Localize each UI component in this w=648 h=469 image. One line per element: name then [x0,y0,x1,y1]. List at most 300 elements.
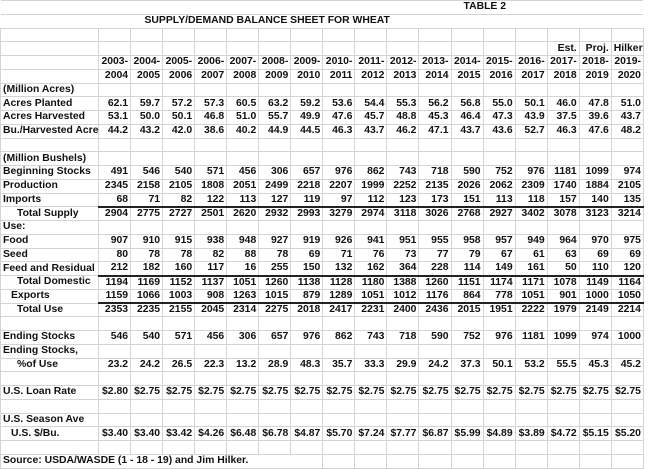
value-cell[interactable]: 491 [99,166,131,180]
value-cell[interactable]: 949 [515,234,547,248]
value-cell[interactable]: 1388 [387,276,419,290]
value-cell[interactable]: 71 [323,248,355,262]
value-cell[interactable]: 1289 [323,289,355,303]
value-cell[interactable]: 1066 [131,289,163,303]
value-cell[interactable]: 1015 [259,289,291,303]
row-label[interactable]: Use: [1,221,99,235]
empty-cell[interactable] [387,454,419,468]
column-year-start[interactable]: 2009- [291,56,323,70]
empty-cell[interactable] [483,441,515,455]
value-cell[interactable]: 43.2 [131,124,163,138]
value-cell[interactable]: 1012 [387,289,419,303]
value-cell[interactable]: 1000 [611,331,643,345]
value-cell[interactable]: 48.2 [611,124,643,138]
empty-cell[interactable] [579,399,611,413]
value-cell[interactable]: 2214 [611,303,643,317]
value-cell[interactable]: 37.5 [547,111,579,125]
value-cell[interactable]: 161 [515,262,547,276]
column-year-end[interactable]: 2013 [387,69,419,83]
empty-cell[interactable] [451,399,483,413]
empty-cell[interactable] [195,28,227,42]
value-cell[interactable]: 40.2 [227,124,259,138]
empty-cell[interactable] [227,28,259,42]
column-tag[interactable]: Hilker [611,42,643,56]
value-cell[interactable]: 55.7 [259,111,291,125]
empty-cell[interactable] [99,344,131,358]
empty-cell[interactable] [387,344,419,358]
row-label[interactable]: Total Supply [1,207,99,221]
value-cell[interactable]: 88 [227,248,259,262]
value-cell[interactable]: 45.3 [579,358,611,372]
empty-cell[interactable] [131,399,163,413]
empty-cell[interactable] [611,83,643,97]
value-cell[interactable]: $4.72 [547,427,579,441]
value-cell[interactable]: 1138 [291,276,323,290]
value-cell[interactable]: $7.77 [387,427,419,441]
value-cell[interactable]: 2904 [99,207,131,221]
empty-cell[interactable] [291,28,323,42]
value-cell[interactable]: 76 [355,248,387,262]
column-year-end[interactable]: 2006 [163,69,195,83]
empty-cell[interactable] [355,344,387,358]
empty-cell[interactable] [259,413,291,427]
value-cell[interactable]: 1137 [195,276,227,290]
empty-cell[interactable] [515,28,547,42]
value-cell[interactable]: 2314 [227,303,259,317]
value-cell[interactable]: 120 [611,262,643,276]
empty-cell[interactable] [355,28,387,42]
value-cell[interactable]: 123 [387,193,419,207]
value-cell[interactable]: $2.75 [611,386,643,400]
empty-cell[interactable] [291,317,323,331]
value-cell[interactable]: 657 [259,331,291,345]
empty-cell[interactable] [451,454,483,468]
empty-cell[interactable] [387,413,419,427]
value-cell[interactable]: 53.6 [323,97,355,111]
column-year-start[interactable]: 2003- [99,56,131,70]
empty-cell[interactable] [355,152,387,166]
empty-cell[interactable] [259,344,291,358]
value-cell[interactable]: 69 [611,248,643,262]
empty-cell[interactable] [163,441,195,455]
value-cell[interactable]: 149 [483,262,515,276]
row-label[interactable]: (Million Bushels) [1,152,99,166]
row-label[interactable]: Ending Stocks [1,331,99,345]
value-cell[interactable]: $4.26 [195,427,227,441]
column-tag[interactable] [131,42,163,56]
value-cell[interactable]: 51.0 [611,97,643,111]
value-cell[interactable]: 3214 [611,207,643,221]
value-cell[interactable]: $3.40 [131,427,163,441]
empty-cell[interactable] [323,138,355,152]
empty-cell[interactable] [611,152,643,166]
value-cell[interactable]: 975 [611,234,643,248]
value-cell[interactable]: 54.4 [355,97,387,111]
row-label[interactable]: Acres Harvested [1,111,99,125]
value-cell[interactable]: 2775 [131,207,163,221]
empty-cell[interactable] [131,317,163,331]
value-cell[interactable]: 35.7 [323,358,355,372]
empty-cell[interactable] [323,399,355,413]
empty-cell[interactable] [419,441,451,455]
value-cell[interactable]: 2932 [259,207,291,221]
value-cell[interactable]: 2353 [99,303,131,317]
empty-cell[interactable] [259,28,291,42]
value-cell[interactable]: 2768 [451,207,483,221]
empty-cell[interactable] [227,344,259,358]
column-year-end[interactable]: 2005 [131,69,163,83]
row-label[interactable] [1,372,99,386]
value-cell[interactable]: 63 [547,248,579,262]
value-cell[interactable]: 306 [227,331,259,345]
empty-cell[interactable] [195,399,227,413]
value-cell[interactable]: $5.15 [579,427,611,441]
value-cell[interactable]: 47.1 [419,124,451,138]
value-cell[interactable]: 1951 [483,303,515,317]
value-cell[interactable]: 157 [547,193,579,207]
empty-cell[interactable] [611,221,643,235]
value-cell[interactable]: 938 [195,234,227,248]
empty-cell[interactable] [611,138,643,152]
value-cell[interactable]: 49.9 [291,111,323,125]
empty-cell[interactable] [323,441,355,455]
value-cell[interactable]: 571 [195,166,227,180]
value-cell[interactable]: 50.1 [163,111,195,125]
value-cell[interactable]: 1149 [579,276,611,290]
value-cell[interactable]: 2993 [291,207,323,221]
empty-cell[interactable] [163,344,195,358]
row-label[interactable]: Food [1,234,99,248]
empty-cell[interactable] [99,317,131,331]
empty-cell[interactable] [259,221,291,235]
empty-cell[interactable] [515,454,547,468]
row-label[interactable]: U.S. Loan Rate [1,386,99,400]
value-cell[interactable]: $5.70 [323,427,355,441]
value-cell[interactable]: 43.6 [483,124,515,138]
empty-cell[interactable] [579,221,611,235]
empty-cell[interactable] [131,138,163,152]
value-cell[interactable]: 48.3 [291,358,323,372]
row-label[interactable] [1,138,99,152]
value-cell[interactable]: 752 [483,166,515,180]
empty-cell[interactable] [131,83,163,97]
empty-cell[interactable] [355,83,387,97]
empty-cell[interactable] [99,399,131,413]
value-cell[interactable]: $2.75 [291,386,323,400]
value-cell[interactable]: 57.2 [163,97,195,111]
empty-cell[interactable] [483,413,515,427]
value-cell[interactable]: 778 [483,289,515,303]
column-tag[interactable] [483,42,515,56]
empty-cell[interactable] [483,152,515,166]
value-cell[interactable]: 718 [419,166,451,180]
value-cell[interactable]: 1099 [579,166,611,180]
empty-cell[interactable] [451,138,483,152]
value-cell[interactable]: 118 [515,193,547,207]
value-cell[interactable]: 113 [227,193,259,207]
empty-cell[interactable] [515,138,547,152]
value-cell[interactable]: 62.1 [99,97,131,111]
value-cell[interactable]: 1128 [323,276,355,290]
value-cell[interactable]: 951 [387,234,419,248]
empty-cell[interactable] [195,413,227,427]
value-cell[interactable]: 657 [291,166,323,180]
value-cell[interactable]: $4.89 [483,427,515,441]
row-label[interactable]: Ending Stocks, [1,344,99,358]
value-cell[interactable]: 2974 [355,207,387,221]
empty-cell[interactable] [483,372,515,386]
value-cell[interactable]: 22.3 [195,358,227,372]
empty-cell[interactable] [579,28,611,42]
empty-cell[interactable] [131,28,163,42]
value-cell[interactable]: 2417 [323,303,355,317]
empty-cell[interactable] [323,454,355,468]
value-cell[interactable]: 1169 [131,276,163,290]
empty-cell[interactable] [483,138,515,152]
value-cell[interactable]: 1260 [419,276,451,290]
empty-cell[interactable] [163,221,195,235]
value-cell[interactable]: 69 [291,248,323,262]
row-label[interactable]: Seed [1,248,99,262]
value-cell[interactable]: 743 [387,166,419,180]
value-cell[interactable]: 948 [227,234,259,248]
value-cell[interactable]: 2400 [387,303,419,317]
value-cell[interactable]: 590 [451,166,483,180]
value-cell[interactable]: 955 [419,234,451,248]
value-cell[interactable]: 45.2 [611,358,643,372]
value-cell[interactable]: 2436 [419,303,451,317]
value-cell[interactable]: 44.2 [99,124,131,138]
value-cell[interactable]: 941 [355,234,387,248]
empty-cell[interactable] [163,317,195,331]
value-cell[interactable]: 2501 [195,207,227,221]
row-label[interactable] [1,399,99,413]
value-cell[interactable]: 150 [291,262,323,276]
value-cell[interactable]: 2155 [163,303,195,317]
empty-cell[interactable] [611,441,643,455]
value-cell[interactable]: 964 [547,234,579,248]
empty-cell[interactable] [387,399,419,413]
value-cell[interactable]: 1263 [227,289,259,303]
column-year-start[interactable]: 2015- [483,56,515,70]
column-tag[interactable] [163,42,195,56]
value-cell[interactable]: 2149 [579,303,611,317]
value-cell[interactable]: 59.7 [131,97,163,111]
empty-cell[interactable] [291,413,323,427]
empty-cell[interactable] [291,372,323,386]
row-label[interactable]: Bu./Harvested Acre [1,124,99,138]
value-cell[interactable]: 1174 [483,276,515,290]
value-cell[interactable]: 37.3 [451,358,483,372]
empty-cell[interactable] [387,28,419,42]
empty-cell[interactable] [515,399,547,413]
value-cell[interactable]: 80 [99,248,131,262]
value-cell[interactable]: 1164 [611,276,643,290]
value-cell[interactable]: $2.75 [515,386,547,400]
value-cell[interactable]: 63.2 [259,97,291,111]
value-cell[interactable]: 3078 [547,207,579,221]
empty-cell[interactable] [323,413,355,427]
value-cell[interactable]: $2.75 [227,386,259,400]
empty-cell[interactable] [451,413,483,427]
value-cell[interactable]: 2015 [451,303,483,317]
value-cell[interactable]: 23.2 [99,358,131,372]
value-cell[interactable]: 47.6 [323,111,355,125]
value-cell[interactable]: 47.6 [579,124,611,138]
value-cell[interactable]: 976 [291,331,323,345]
empty-cell[interactable] [227,83,259,97]
empty-cell[interactable] [579,152,611,166]
empty-cell[interactable] [547,28,579,42]
value-cell[interactable]: 908 [195,289,227,303]
value-cell[interactable]: 2158 [131,179,163,193]
row-label[interactable] [1,56,99,70]
column-tag[interactable] [451,42,483,56]
empty-cell[interactable] [195,83,227,97]
column-tag[interactable] [515,42,547,56]
value-cell[interactable]: $6.87 [419,427,451,441]
empty-cell[interactable] [579,372,611,386]
empty-cell[interactable] [515,152,547,166]
value-cell[interactable]: 1152 [163,276,195,290]
column-year-end[interactable]: 2019 [579,69,611,83]
value-cell[interactable]: $2.75 [419,386,451,400]
value-cell[interactable]: $7.24 [355,427,387,441]
empty-cell[interactable] [99,441,131,455]
empty-cell[interactable] [99,138,131,152]
value-cell[interactable]: 2026 [451,179,483,193]
empty-cell[interactable] [99,83,131,97]
value-cell[interactable]: 50.1 [515,97,547,111]
value-cell[interactable]: 38.6 [195,124,227,138]
column-year-end[interactable]: 2016 [483,69,515,83]
value-cell[interactable]: $2.75 [259,386,291,400]
value-cell[interactable]: 2018 [291,303,323,317]
column-year-start[interactable]: 2005- [163,56,195,70]
empty-cell[interactable] [547,372,579,386]
column-tag[interactable]: Proj. [579,42,611,56]
empty-cell[interactable] [387,317,419,331]
row-label[interactable] [1,42,99,56]
row-label[interactable]: Feed and Residual [1,262,99,276]
empty-cell[interactable] [323,221,355,235]
column-year-start[interactable]: 2004- [131,56,163,70]
empty-cell[interactable] [515,221,547,235]
column-year-start[interactable]: 2008- [259,56,291,70]
empty-cell[interactable] [99,152,131,166]
value-cell[interactable]: 1181 [547,166,579,180]
value-cell[interactable]: 910 [131,234,163,248]
value-cell[interactable]: 907 [99,234,131,248]
column-year-end[interactable]: 2007 [195,69,227,83]
value-cell[interactable]: 43.7 [611,111,643,125]
value-cell[interactable]: 78 [259,248,291,262]
empty-cell[interactable] [259,399,291,413]
empty-cell[interactable] [195,344,227,358]
column-year-end[interactable]: 2012 [355,69,387,83]
empty-cell[interactable] [163,413,195,427]
empty-cell[interactable] [227,152,259,166]
column-tag[interactable]: Est. [547,42,579,56]
value-cell[interactable]: 915 [163,234,195,248]
column-tag[interactable] [291,42,323,56]
empty-cell[interactable] [451,83,483,97]
value-cell[interactable]: 47.3 [483,111,515,125]
column-tag[interactable] [387,42,419,56]
value-cell[interactable]: 46.4 [451,111,483,125]
value-cell[interactable]: 456 [227,166,259,180]
value-cell[interactable]: 52.7 [515,124,547,138]
value-cell[interactable]: 114 [451,262,483,276]
value-cell[interactable]: 162 [355,262,387,276]
value-cell[interactable]: 55.0 [483,97,515,111]
empty-cell[interactable] [259,83,291,97]
empty-cell[interactable] [291,399,323,413]
empty-cell[interactable] [163,372,195,386]
column-year-start[interactable]: 2007- [227,56,259,70]
empty-cell[interactable] [483,221,515,235]
empty-cell[interactable] [259,441,291,455]
value-cell[interactable]: 540 [163,166,195,180]
value-cell[interactable]: 82 [195,248,227,262]
value-cell[interactable]: 46.8 [195,111,227,125]
empty-cell[interactable] [355,441,387,455]
value-cell[interactable]: 2252 [387,179,419,193]
empty-cell[interactable] [195,152,227,166]
empty-cell[interactable] [259,138,291,152]
empty-cell[interactable] [259,372,291,386]
column-year-start[interactable]: 2018- [579,56,611,70]
empty-cell[interactable] [387,441,419,455]
column-year-end[interactable]: 2010 [291,69,323,83]
empty-cell[interactable] [355,372,387,386]
value-cell[interactable]: $2.75 [451,386,483,400]
value-cell[interactable]: 970 [579,234,611,248]
row-label[interactable] [1,28,99,42]
column-year-start[interactable]: 2017- [547,56,579,70]
empty-cell[interactable] [131,372,163,386]
value-cell[interactable]: 68 [99,193,131,207]
empty-cell[interactable] [195,221,227,235]
empty-cell[interactable] [515,83,547,97]
column-year-start[interactable]: 2013- [419,56,451,70]
empty-cell[interactable] [515,441,547,455]
value-cell[interactable]: 255 [259,262,291,276]
empty-cell[interactable] [323,152,355,166]
value-cell[interactable]: 1078 [547,276,579,290]
value-cell[interactable]: 39.6 [579,111,611,125]
empty-cell[interactable] [195,138,227,152]
value-cell[interactable]: 862 [355,166,387,180]
empty-cell[interactable] [355,221,387,235]
value-cell[interactable]: 78 [163,248,195,262]
value-cell[interactable]: 55.5 [547,358,579,372]
value-cell[interactable]: 79 [451,248,483,262]
value-cell[interactable]: 2499 [259,179,291,193]
column-year-start[interactable]: 2011- [355,56,387,70]
empty-cell[interactable] [611,344,643,358]
value-cell[interactable]: 43.7 [355,124,387,138]
empty-cell[interactable] [355,317,387,331]
empty-cell[interactable] [451,152,483,166]
value-cell[interactable]: 957 [483,234,515,248]
value-cell[interactable]: $5.20 [611,427,643,441]
empty-cell[interactable] [547,221,579,235]
empty-cell[interactable] [163,152,195,166]
column-tag[interactable] [259,42,291,56]
empty-cell[interactable] [323,317,355,331]
column-year-end[interactable]: 2020 [611,69,643,83]
